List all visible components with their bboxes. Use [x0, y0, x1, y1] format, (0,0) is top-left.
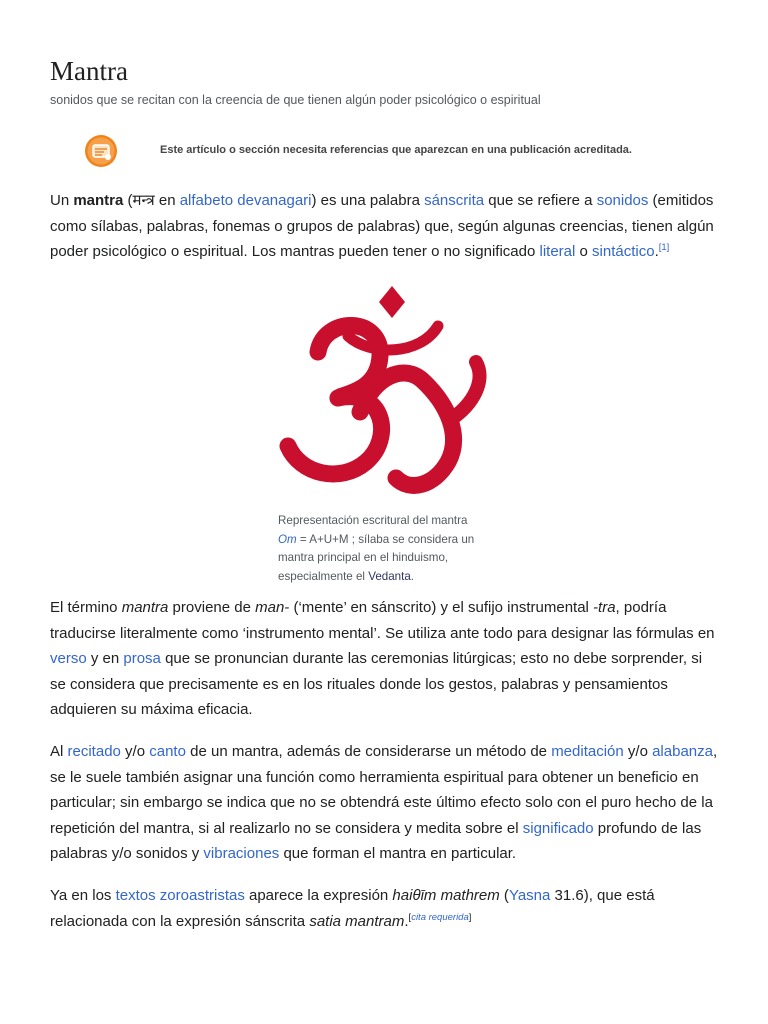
link-om[interactable]: Om: [278, 532, 297, 546]
paragraph-recitation: [50, 739, 720, 867]
link-textos-zoroastristas[interactable]: textos zoroastristas: [115, 887, 245, 904]
page-subtitle: sonidos que se recitan con la creencia de que tienen algún poder psicológico o espiritual: [50, 93, 541, 107]
link-sintactico[interactable]: sintáctico: [592, 243, 655, 260]
link-vibraciones[interactable]: vibraciones: [203, 845, 280, 862]
link-significado[interactable]: significado: [522, 819, 594, 837]
text: y/o: [623, 743, 653, 760]
scroll-icon: [84, 134, 118, 168]
link-verso[interactable]: verso: [50, 650, 87, 667]
page-title: Mantra: [50, 56, 128, 86]
text: .: [654, 243, 659, 260]
term-mantra: mantra: [73, 192, 124, 209]
om-figure: [278, 280, 490, 586]
text: (emitidos como sílabas, palabras, fonemas o grupos de palabras) que, según algunas creencias, tienen algún poder psicológico o espiritual. Los mantras pueden tener o no significado: [50, 192, 714, 260]
text: en: [154, 192, 180, 209]
link-recitado[interactable]: recitado: [67, 743, 121, 760]
text: y/o: [120, 743, 150, 760]
text: ) es una palabra: [311, 192, 425, 209]
link-canto[interactable]: canto: [149, 743, 186, 760]
text: (: [123, 192, 133, 209]
text: .: [410, 569, 415, 583]
italic-text: mantra: [121, 599, 169, 616]
link-meditacion[interactable]: meditación: [551, 743, 624, 760]
link-literal[interactable]: literal: [539, 243, 576, 260]
link-cita-requerida[interactable]: cita requerida: [411, 911, 469, 923]
italic-text: man-: [255, 599, 290, 616]
text: = A+U+M ; sílaba se considera un mantra principal en el hinduismo, especialmente el: [278, 532, 475, 583]
references-notice: [80, 130, 720, 174]
link-sonidos[interactable]: sonidos: [596, 192, 649, 209]
link-prosa[interactable]: prosa: [123, 650, 161, 667]
italic-text: -tra: [593, 599, 616, 616]
link-alabanza[interactable]: alabanza: [652, 743, 713, 760]
text: , se le suele también asignar una función como herramienta espiritual para obtener un beneficio en particular; sin embargo se indica que no se obtendrá este último efecto solo con el puro hecho de la repetición del mantra, si al realizarlo no se considera y medita sobre el: [50, 743, 718, 837]
text: Al: [50, 743, 68, 760]
figure-caption: [278, 512, 486, 586]
text: aparece la expresión: [244, 887, 393, 904]
link-sanscrita[interactable]: sánscrita: [424, 192, 485, 209]
bracket: ]: [468, 911, 472, 923]
text: profundo de las palabras y/o sonidos y: [50, 819, 702, 862]
link-yasna[interactable]: Yasna: [508, 887, 551, 904]
italic-text: satia mantram: [309, 912, 405, 930]
notice-text: Este artículo o sección necesita referencias que aparezcan en una publicación acreditada.: [160, 144, 632, 156]
devanagari-word: मन्त्र: [132, 192, 155, 209]
bracket: [: [408, 911, 412, 923]
reference-1[interactable]: [1]: [658, 242, 670, 253]
text: que se pronuncian durante las ceremonias litúrgicas; esto no debe sorprender, si se considera que precisamente es en los rituales donde los gestos, palabras y pensamientos adquieren su máxima eficacia.: [50, 650, 703, 718]
text: proviene de: [168, 599, 256, 616]
text: y en: [86, 650, 124, 667]
text: que se refiere a: [484, 192, 597, 209]
text: Ya en los: [50, 887, 116, 904]
text: .: [404, 912, 409, 930]
text: (: [499, 887, 509, 904]
om-symbol-image: [278, 280, 490, 508]
link-alfabeto-devanagari[interactable]: alfabeto devanagari: [179, 192, 312, 209]
paragraph-etymology: [50, 595, 720, 723]
paragraph-intro: [50, 188, 720, 265]
text: o: [575, 243, 593, 260]
text: El término: [50, 599, 122, 616]
text: de un mantra, además de considerarse un método de: [185, 743, 552, 760]
paragraph-zoroastrian: [50, 883, 720, 934]
text: que forman el mantra en particular.: [279, 845, 517, 862]
text: 31.6), que está relacionada con la expresión sánscrita: [50, 887, 655, 930]
text: Un: [50, 192, 74, 209]
text: (‘mente’ en sánscrito) y el sufijo instrumental: [289, 599, 594, 616]
text: , podría traducirse literalmente como ‘instrumento mental’. Se utiliza ante todo para designar las fórmulas en: [50, 599, 715, 642]
text: Representación escritural del mantra: [278, 514, 468, 527]
italic-text: haiθīm mathrem: [392, 887, 500, 904]
link-vedanta[interactable]: Vedanta: [368, 569, 411, 583]
